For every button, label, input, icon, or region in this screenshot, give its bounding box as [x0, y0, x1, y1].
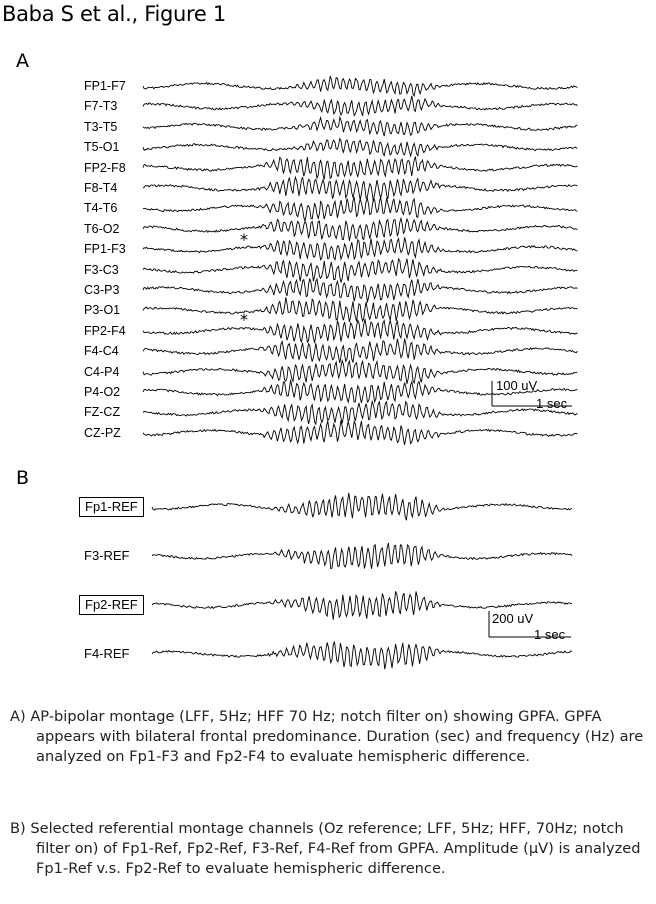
- caption-a: [10, 707, 654, 767]
- panel-a-channel-label: T6-O2: [84, 221, 120, 236]
- panel-a-trace: [143, 157, 577, 180]
- panel-b-traces: [152, 493, 572, 669]
- panel-a-scale-time: 1 sec: [536, 396, 568, 411]
- caption-a-text: A) AP-bipolar montage (LFF, 5Hz; HFF 70 Hz; notch filter on) showing GPFA. GPFA appears with bilateral frontal predominance. Duration (sec) and frequency (Hz) are analyzed on Fp1-F3 and Fp2-F4 to evaluate hemispheric difference.: [10, 708, 644, 765]
- panel-a-channel-label: FP1-F3: [84, 242, 126, 257]
- panel-a-scale-bar: [492, 381, 572, 406]
- panel-a-channel-label: FZ-CZ: [84, 405, 121, 420]
- panel-b-trace: [152, 493, 572, 520]
- panel-a-trace: [143, 259, 577, 283]
- panel-a-channel-label: F8-T4: [84, 181, 118, 195]
- panel-b-channel-label: Fp2-REF: [79, 595, 144, 615]
- panel-a-channel-label: T4-T6: [84, 201, 118, 216]
- panel-a-trace: [143, 117, 577, 136]
- asterisk-fp2-f4: *: [240, 310, 248, 329]
- panel-b-channel-label: F3-REF: [84, 548, 130, 563]
- panel-a-trace: [143, 279, 577, 303]
- panel-a-channel-label: F7-T3: [84, 99, 118, 114]
- panel-a-channel-label: C3-P3: [84, 283, 120, 297]
- panel-b-channel-label: Fp1-REF: [79, 497, 144, 517]
- panel-a-scale-amplitude: 100 uV: [496, 378, 538, 393]
- panel-b-trace: [152, 543, 572, 569]
- panel-a-channel-label: CZ-PZ: [84, 425, 121, 440]
- caption-b: [10, 819, 654, 879]
- panel-a-channel-label: P4-O2: [84, 385, 121, 399]
- panel-a-channel-label: FP2-F4: [84, 323, 126, 338]
- panel-b-scale-bar: [489, 611, 571, 637]
- figure-title: Baba S et al., Figure 1: [2, 2, 226, 26]
- panel-a-channel-label: T3-T5: [84, 119, 118, 134]
- caption-b-text: B) Selected referential montage channels (Oz reference; LFF, 5Hz; HFF, 70Hz; notch filter on) of Fp1-Ref, Fp2-Ref, F3-Ref, F4-Ref from GPFA. Amplitude (µV) is analyzed Fp1-Ref v.s. Fp2-Ref to evaluate hemispheric difference.: [10, 820, 641, 877]
- panel-b-label: B: [16, 467, 30, 489]
- panel-a-trace: [143, 297, 577, 322]
- panel-b-trace: [152, 591, 572, 619]
- panel-a-trace: [143, 237, 577, 259]
- panel-a-trace: [143, 197, 577, 221]
- panel-a-trace: [143, 218, 577, 241]
- panel-a-channel-label: C4-P4: [84, 364, 120, 379]
- panel-a-label: A: [16, 50, 29, 72]
- panel-a-traces: [143, 77, 577, 446]
- panel-a-channel-label: P3-O1: [84, 303, 121, 318]
- panel-a-trace: [143, 96, 577, 116]
- panel-a-trace: [143, 339, 577, 363]
- panel-a-channel-label: F4-C4: [84, 344, 119, 359]
- panel-a-trace: [143, 319, 577, 343]
- panel-a-trace: [143, 402, 577, 425]
- panel-b-scale-amplitude: 200 uV: [492, 611, 534, 626]
- panel-b-channel-label: F4-REF: [84, 646, 130, 661]
- asterisk-fp1-f3: *: [240, 230, 248, 249]
- panel-a-trace: [143, 77, 577, 97]
- panel-a-trace: [143, 361, 577, 384]
- panel-b-trace: [152, 642, 572, 670]
- panel-a-channel-label: F3-C3: [84, 262, 119, 277]
- panel-a-channel-label: T5-O1: [84, 140, 120, 155]
- panel-a-trace: [143, 421, 577, 446]
- panel-b-scale-time: 1 sec: [534, 627, 566, 642]
- panel-a-channel-label: FP1-F7: [84, 79, 126, 93]
- panel-a-trace: [143, 380, 577, 403]
- panel-a-trace: [143, 139, 577, 156]
- panel-a-channel-label: FP2-F8: [84, 160, 126, 175]
